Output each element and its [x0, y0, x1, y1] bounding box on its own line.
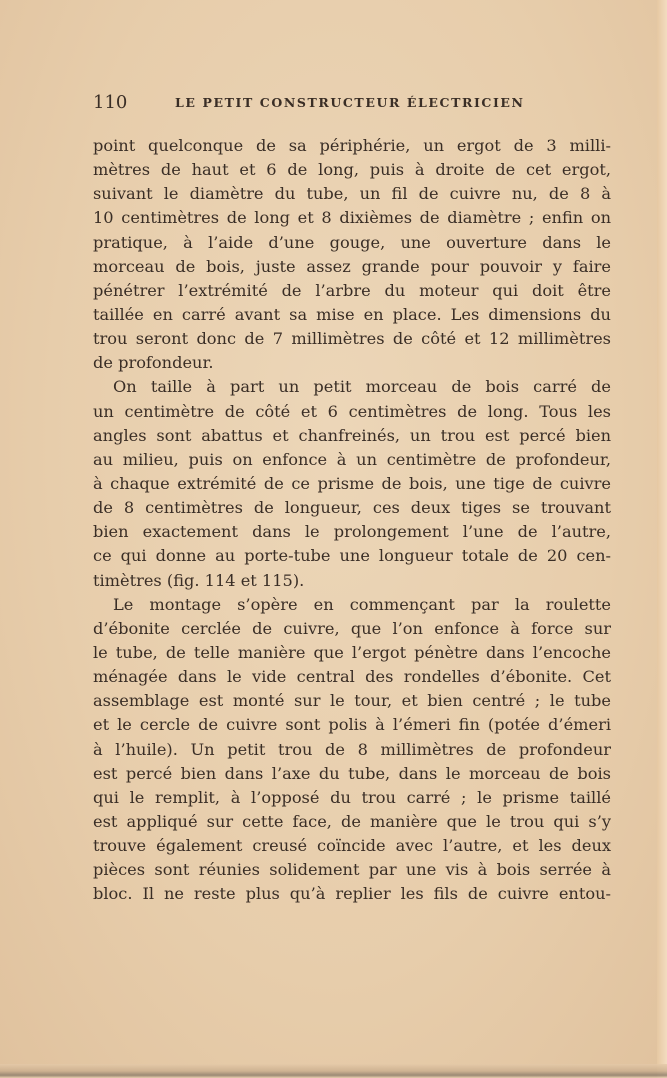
paragraph: [93, 593, 611, 907]
text-line: trouve également creusé coïncide avec l’autre, et les deux: [93, 836, 611, 856]
text-line: angles sont abattus et chanfreinés, un trou est percé bien: [93, 425, 611, 445]
text-line: d’ébonite cerclée de cuivre, que l’on enfonce à force sur: [93, 618, 611, 638]
running-title: LE PETIT CONSTRUCTEUR ÉLECTRICIEN: [175, 95, 525, 110]
text-line: à chaque extrémité de ce prisme de bois, une tige de cuivre: [93, 473, 611, 493]
text-line: pièces sont réunies solidement par une vis à bois serrée à: [93, 860, 611, 880]
text-line: point quelconque de sa périphérie, un ergot de 3 milli-: [93, 136, 611, 155]
text-line: pratique, à l’aide d’une gouge, une ouverture dans le: [93, 232, 611, 252]
text-line: mètres de haut et 6 de long, puis à droite de cet ergot,: [93, 160, 611, 180]
page-header: [93, 92, 613, 116]
page-edge-right: [657, 0, 667, 1078]
text-line: qui le remplit, à l’opposé du trou carré ; le prisme taillé: [93, 787, 611, 807]
page-number: 110: [93, 92, 128, 113]
body-text: [93, 134, 611, 907]
text-line: Le montage s’opère en commençant par la roulette: [113, 594, 611, 614]
text-line: au milieu, puis on enfonce à un centimètre de profondeur,: [93, 449, 611, 469]
text-line: trou seront donc de 7 millimètres de côté et 12 millimètres: [93, 329, 611, 349]
text-line: un centimètre de côté et 6 centimètres de long. Tous les: [93, 401, 611, 421]
text-line: ce qui donne au porte-tube une longueur totale de 20 cen-: [93, 546, 611, 566]
text-line: est percé bien dans l’axe du tube, dans le morceau de bois: [93, 763, 611, 783]
text-line: est appliqué sur cette face, de manière que le trou qui s’y: [93, 811, 611, 831]
text-line: 10 centimètres de long et 8 dixièmes de diamètre ; enfin on: [93, 208, 611, 228]
text-line: taillée en carré avant sa mise en place. Les dimensions du: [93, 304, 611, 324]
page-edge-bottom: [0, 1064, 667, 1078]
text-line: bien exactement dans le prolongement l’une de l’autre,: [93, 522, 611, 542]
text-line: le tube, de telle manière que l’ergot pénètre dans l’encoche: [93, 642, 611, 662]
text-line: suivant le diamètre du tube, un fil de cuivre nu, de 8 à: [93, 184, 611, 204]
text-line: morceau de bois, juste assez grande pour pouvoir y faire: [93, 256, 611, 276]
text-line: de 8 centimètres de longueur, ces deux tiges se trouvant: [93, 498, 611, 518]
text-line: et le cercle de cuivre sont polis à l’émeri fin (potée d’émeri: [93, 715, 611, 735]
text-line: de profondeur.: [93, 353, 214, 373]
text-line: timètres (fig. 114 et 115).: [93, 570, 305, 590]
text-line: bloc. Il ne reste plus qu’à replier les fils de cuivre entou-: [93, 884, 611, 904]
text-line: On taille à part un petit morceau de bois carré de: [113, 377, 611, 397]
paragraph: [93, 375, 611, 592]
text-line: pénétrer l’extrémité de l’arbre du moteur qui doit être: [93, 280, 611, 300]
text-line: à l’huile). Un petit trou de 8 millimètres de profondeur: [93, 739, 611, 759]
text-line: assemblage est monté sur le tour, et bien centré ; le tube: [93, 691, 611, 711]
paragraph: [93, 134, 611, 375]
text-line: ménagée dans le vide central des rondelles d’ébonite. Cet: [93, 667, 611, 687]
